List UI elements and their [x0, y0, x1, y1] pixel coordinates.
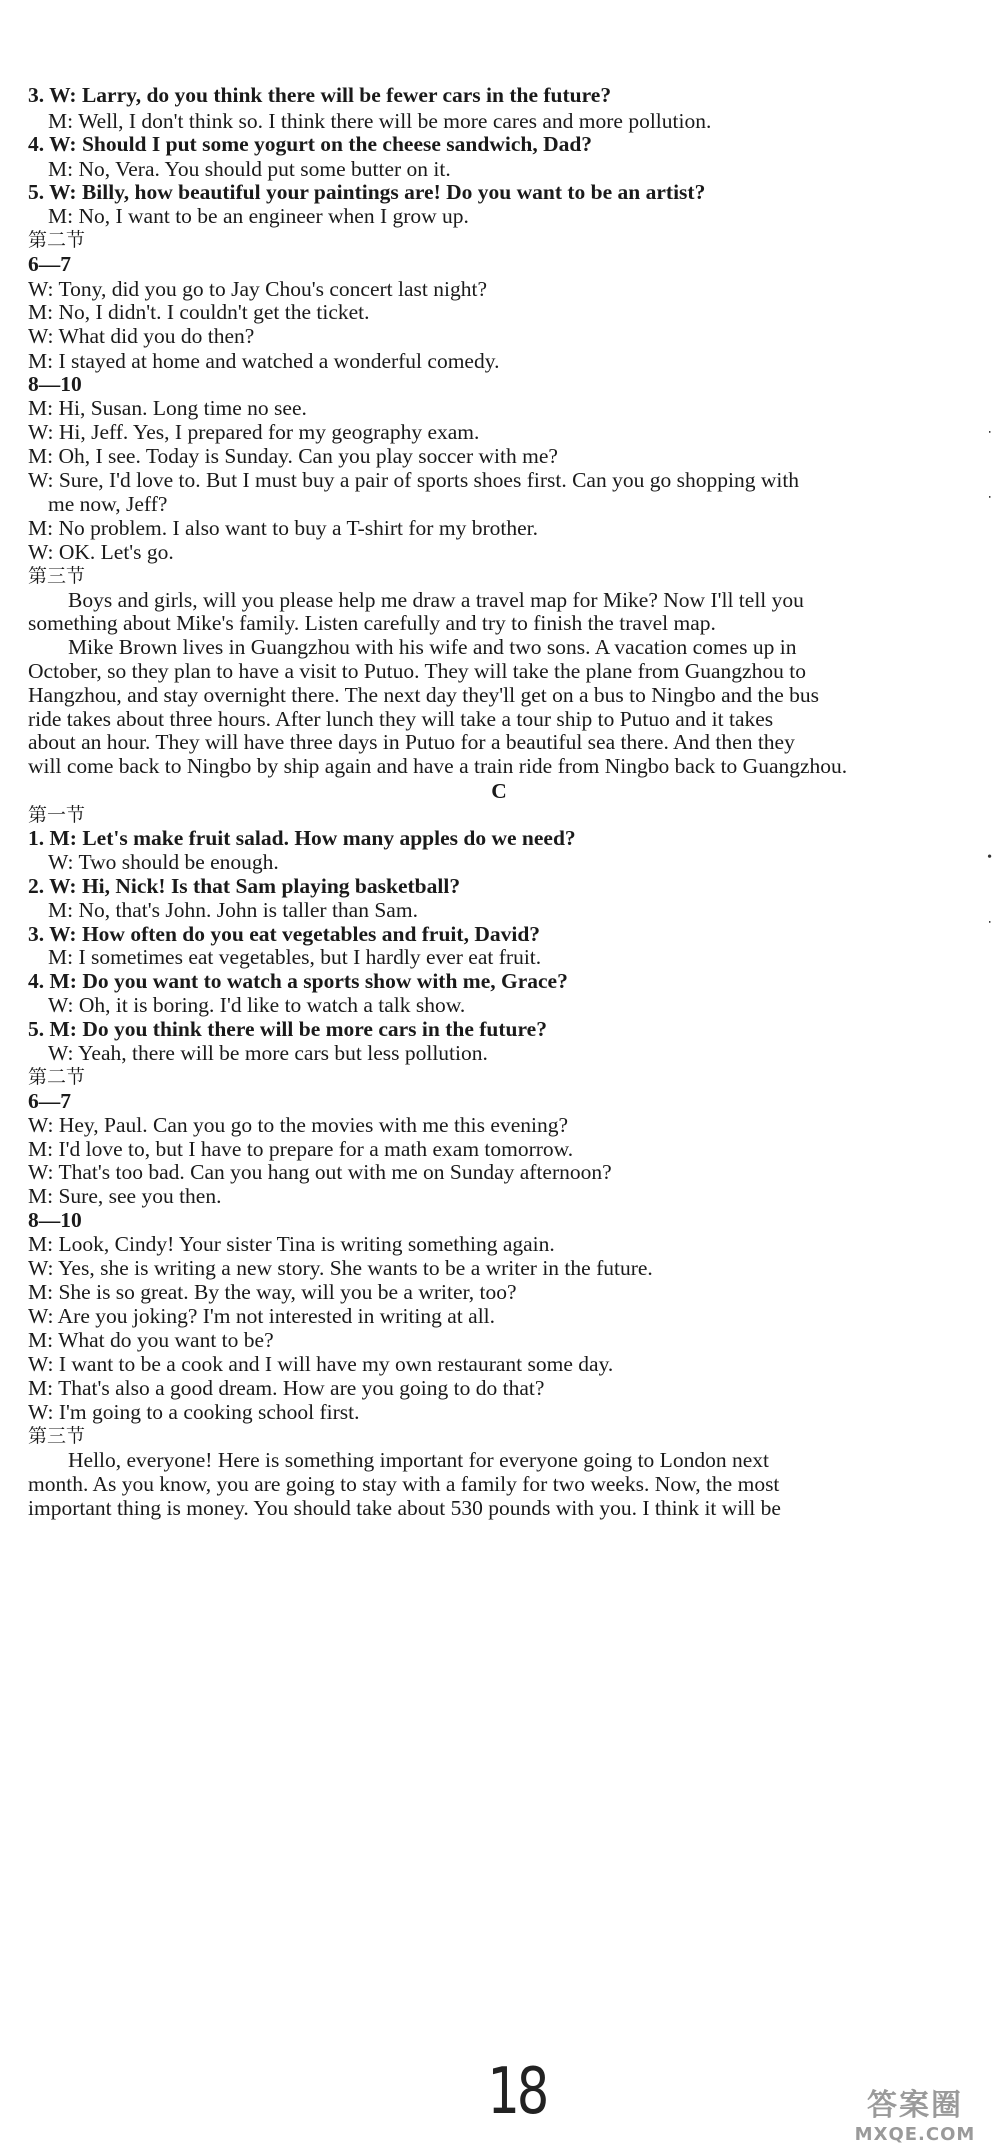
- text-line: W: What did you do then?: [28, 324, 255, 348]
- text-line: M: Well, I don't think so. I think there will be more cares and more pollution.: [48, 109, 712, 133]
- text-line: 3. W: Larry, do you think there will be fewer cars in the future?: [28, 83, 612, 107]
- text-line: M: What do you want to be?: [28, 1328, 274, 1352]
- text-line: W: That's too bad. Can you hang out with me on Sunday afternoon?: [28, 1160, 612, 1184]
- text-line: M: No, Vera. You should put some butter on it.: [48, 157, 451, 181]
- text-line: M: Hi, Susan. Long time no see.: [28, 396, 307, 420]
- text-line: 1. M: Let's make fruit salad. How many apples do we need?: [28, 826, 576, 850]
- scan-mark: •: [987, 850, 992, 865]
- text-line: M: No, that's John. John is taller than Sam.: [48, 898, 418, 922]
- text-line: W: Two should be enough.: [48, 850, 279, 874]
- text-line: M: No, I didn't. I couldn't get the ticket.: [28, 300, 370, 324]
- watermark-url: MXQE.COM: [854, 2124, 976, 2145]
- text-line: W: I want to be a cook and I will have my own restaurant some day.: [28, 1352, 614, 1376]
- text-line: W: I'm going to a cooking school first.: [28, 1400, 360, 1424]
- text-line: Mike Brown lives in Guangzhou with his wife and two sons. A vacation comes up in: [68, 635, 797, 659]
- text-line: M: I'd love to, but I have to prepare for a math exam tomorrow.: [28, 1137, 574, 1161]
- watermark-logo: [840, 2080, 990, 2145]
- text-line: W: Are you joking? I'm not interested in writing at all.: [28, 1304, 496, 1328]
- watermark-text: 答案圈: [867, 2088, 963, 2123]
- page-number: 18: [487, 2055, 547, 2129]
- text-line: W: Tony, did you go to Jay Chou's concert last night?: [28, 277, 487, 301]
- text-line: 4. W: Should I put some yogurt on the cheese sandwich, Dad?: [28, 132, 593, 156]
- text-line: M: She is so great. By the way, will you be a writer, too?: [28, 1280, 517, 1304]
- text-line: 3. W: How often do you eat vegetables and fruit, David?: [28, 922, 541, 946]
- question-range: 6—7: [28, 1089, 71, 1113]
- text-line: 4. M: Do you want to watch a sports show with me, Grace?: [28, 969, 568, 993]
- text-line: about an hour. They will have three days in Putuo for a beautiful sea there. And then they: [28, 730, 795, 754]
- text-line: Hangzhou, and stay overnight there. The next day they'll get on a bus to Ningbo and the bus: [28, 683, 820, 707]
- text-line: M: I sometimes eat vegetables, but I hardly ever eat fruit.: [48, 945, 542, 969]
- section-heading: 第一节: [28, 804, 86, 826]
- text-line: M: No problem. I also want to buy a T-shirt for my brother.: [28, 516, 538, 540]
- text-line: M: Look, Cindy! Your sister Tina is writing something again.: [28, 1232, 555, 1256]
- text-line: W: Oh, it is boring. I'd like to watch a talk show.: [48, 993, 466, 1017]
- text-line: something about Mike's family. Listen carefully and try to finish the travel map.: [28, 611, 716, 635]
- text-line: W: Hi, Jeff. Yes, I prepared for my geography exam.: [28, 420, 480, 444]
- text-line: October, so they plan to have a visit to Putuo. They will take the plane from Guangzhou to: [28, 659, 806, 683]
- section-heading: 第二节: [28, 1066, 86, 1088]
- text-line: 5. M: Do you think there will be more cars in the future?: [28, 1017, 547, 1041]
- text-line: M: Sure, see you then.: [28, 1184, 222, 1208]
- text-line: Hello, everyone! Here is something important for everyone going to London next: [68, 1448, 769, 1472]
- scan-mark: ‧: [987, 491, 992, 506]
- text-line: 2. W: Hi, Nick! Is that Sam playing basketball?: [28, 874, 461, 898]
- section-heading: 第三节: [28, 1425, 86, 1447]
- text-line: M: I stayed at home and watched a wonderful comedy.: [28, 349, 500, 373]
- text-line: important thing is money. You should take about 530 pounds with you. I think it will be: [28, 1496, 781, 1520]
- section-heading: 第二节: [28, 229, 86, 251]
- text-line: W: Yes, she is writing a new story. She wants to be a writer in the future.: [28, 1256, 653, 1280]
- question-range: 8—10: [28, 372, 82, 396]
- text-line: me now, Jeff?: [48, 492, 168, 516]
- text-line: M: No, I want to be an engineer when I grow up.: [48, 204, 469, 228]
- scan-mark: ‧: [987, 916, 992, 931]
- text-line: ride takes about three hours. After lunch they will take a tour ship to Putuo and it takes: [28, 707, 774, 731]
- part-heading: C: [491, 779, 507, 803]
- text-line: will come back to Ningbo by ship again and have a train ride from Ningbo back to Guangzhou.: [28, 754, 848, 778]
- text-line: W: Sure, I'd love to. But I must buy a pair of sports shoes first. Can you go shopping with: [28, 468, 800, 492]
- text-line: W: OK. Let's go.: [28, 540, 174, 564]
- text-line: W: Yeah, there will be more cars but less pollution.: [48, 1041, 488, 1065]
- section-heading: 第三节: [28, 565, 86, 587]
- text-line: M: That's also a good dream. How are you going to do that?: [28, 1376, 545, 1400]
- text-line: W: Hey, Paul. Can you go to the movies with me this evening?: [28, 1113, 568, 1137]
- text-line: 5. W: Billy, how beautiful your paintings are! Do you want to be an artist?: [28, 180, 706, 204]
- text-line: month. As you know, you are going to stay with a family for two weeks. Now, the most: [28, 1472, 780, 1496]
- question-range: 8—10: [28, 1208, 82, 1232]
- text-line: M: Oh, I see. Today is Sunday. Can you play soccer with me?: [28, 444, 558, 468]
- scan-mark: ‧: [987, 426, 992, 441]
- text-line: Boys and girls, will you please help me draw a travel map for Mike? Now I'll tell you: [68, 588, 804, 612]
- question-range: 6—7: [28, 252, 71, 276]
